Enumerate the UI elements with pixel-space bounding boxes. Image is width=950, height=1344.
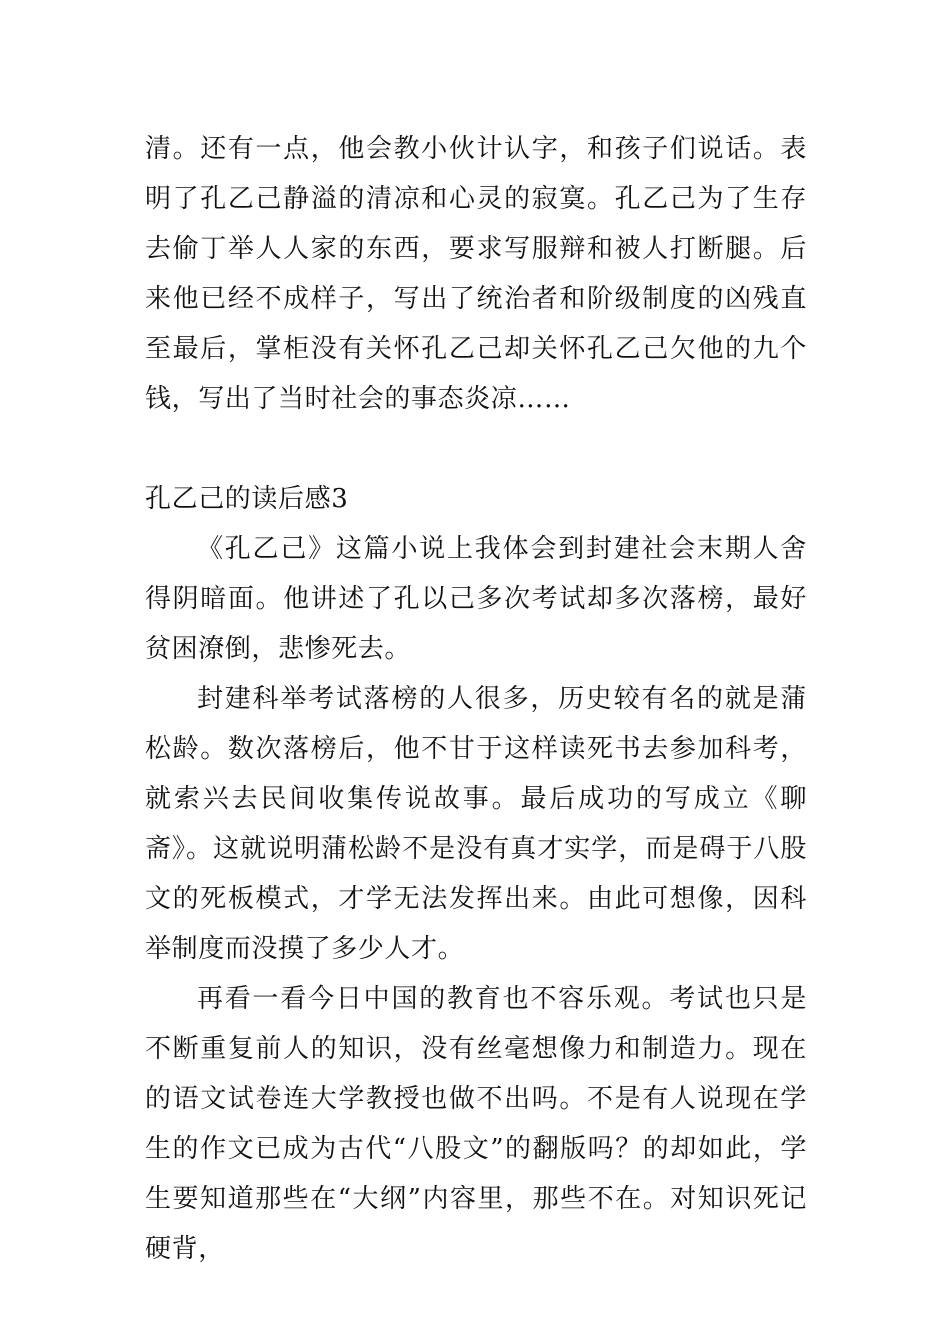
paragraph-gap <box>145 424 807 474</box>
paragraph-1: 《孔乙己》这篇小说上我体会到封建社会末期人舍得阴暗面。他讲述了孔以己多次考试却多次落榜，最好贫困潦倒，悲惨死去。 <box>145 534 807 664</box>
paragraph-continued: 清。还有一点，他会教小伙计认字，和孩子们说话。表明了孔乙己静溢的清凉和心灵的寂寞。孔乙己为了生存去偷丁举人人家的东西，要求写服辩和被人打断腿。后来他已经不成样子，写出了统治者和阶级制度的凶残直至最后，掌柜没有关怀孔乙己却关怀孔乙己欠他的九个钱，写出了当时社会的事态炎凉…… <box>145 134 807 414</box>
paragraph-3: 再看一看今日中国的教育也不容乐观。考试也只是不断重复前人的知识，没有丝毫想像力和制造力。现在的语文试卷连大学教授也做不出吗。不是有人说现在学生的作文已成为古代“八股文”的翻版吗？的却如此，学生要知道那些在“大纲”内容里，那些不在。对知识死记硬背， <box>145 984 807 1264</box>
paragraph-2: 封建科举考试落榜的人很多，历史较有名的就是蒲松龄。数次落榜后，他不甘于这样读死书去参加科考，就索兴去民间收集传说故事。最后成功的写成立《聊斋》。这就说明蒲松龄不是没有真才实学，而是碍于八股文的死板模式，才学无法发挥出来。由此可想像，因科举制度而没摸了多少人才。 <box>145 684 807 964</box>
section-title: 孔乙己的读后感3 <box>145 484 349 514</box>
document-body <box>145 124 807 1274</box>
